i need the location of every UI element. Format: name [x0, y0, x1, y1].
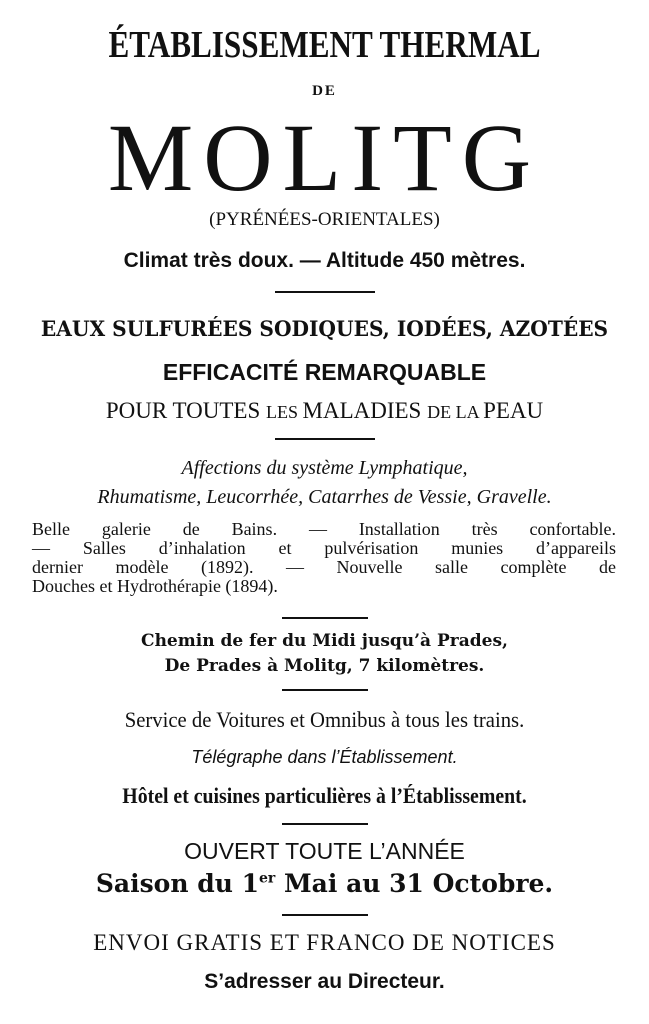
- facilities-paragraph: [32, 520, 616, 596]
- divider: [275, 438, 375, 440]
- free-notices: ENVOI GRATIS ET FRANCO DE NOTICES: [93, 930, 556, 955]
- conditions-line-1: Affections du système Lymphatique,: [181, 457, 468, 479]
- facilities-line: dernier modèle (1892). — Nouvelle salle complète de: [32, 557, 616, 577]
- skin-les: LES: [266, 402, 303, 422]
- coach-service: Service de Voitures et Omnibus à tous les trains.: [124, 707, 525, 732]
- facilities-line: Douches et Hydrothérapie (1894).: [32, 576, 278, 596]
- season-pre: Saison du 1: [95, 869, 259, 898]
- climate-line: Climat très doux. — Altitude 450 mètres.: [123, 249, 526, 272]
- divider: [282, 689, 368, 691]
- skin-peau: PEAU: [483, 398, 544, 423]
- skin-pre: POUR TOUTES: [105, 398, 266, 423]
- season-post: Mai au 31 Octobre.: [275, 869, 554, 898]
- facilities-line: — Salles d’inhalation et pulvérisation munies d’appareils: [32, 538, 616, 558]
- skin-maladies: MALADIES: [302, 398, 428, 423]
- skin-de-la: DE LA: [427, 402, 484, 422]
- hotel-line: Hôtel et cuisines particulières à l’Établissement.: [122, 783, 527, 808]
- efficacy-line: EFFICACITÉ REMARQUABLE: [162, 359, 487, 385]
- open-all-year: OUVERT TOUTE L’ANNÉE: [184, 838, 465, 864]
- rail-line-1: Chemin de fer du Midi jusqu’à Prades,: [141, 631, 508, 651]
- town-name: MOLITG: [107, 104, 542, 211]
- contact-director: S’adresser au Directeur.: [204, 970, 445, 993]
- divider: [282, 617, 368, 619]
- establishment-title: ÉTABLISSEMENT THERMAL: [108, 24, 541, 66]
- divider: [282, 823, 368, 825]
- de-label: DE: [312, 83, 337, 99]
- facilities-line: Belle galerie de Bains. — Installation très confortable.: [32, 519, 616, 539]
- season-sup: er: [259, 870, 276, 887]
- telegraph-line: Télégraphe dans l’Établissement.: [191, 747, 458, 767]
- divider: [282, 914, 368, 916]
- rail-line-2: De Prades à Molitg, 7 kilomètres.: [164, 656, 485, 676]
- conditions-line-2: Rhumatisme, Leucorrhée, Catarrhes de Vessie, Gravelle.: [97, 486, 552, 508]
- season-line: [0, 871, 649, 896]
- water-types: EAUX SULFURÉES SODIQUES, IODÉES, AZOTÉES: [40, 316, 609, 341]
- skin-diseases-line: [0, 399, 649, 422]
- region-label: (PYRÉNÉES-ORIENTALES): [209, 209, 440, 230]
- divider: [275, 291, 375, 293]
